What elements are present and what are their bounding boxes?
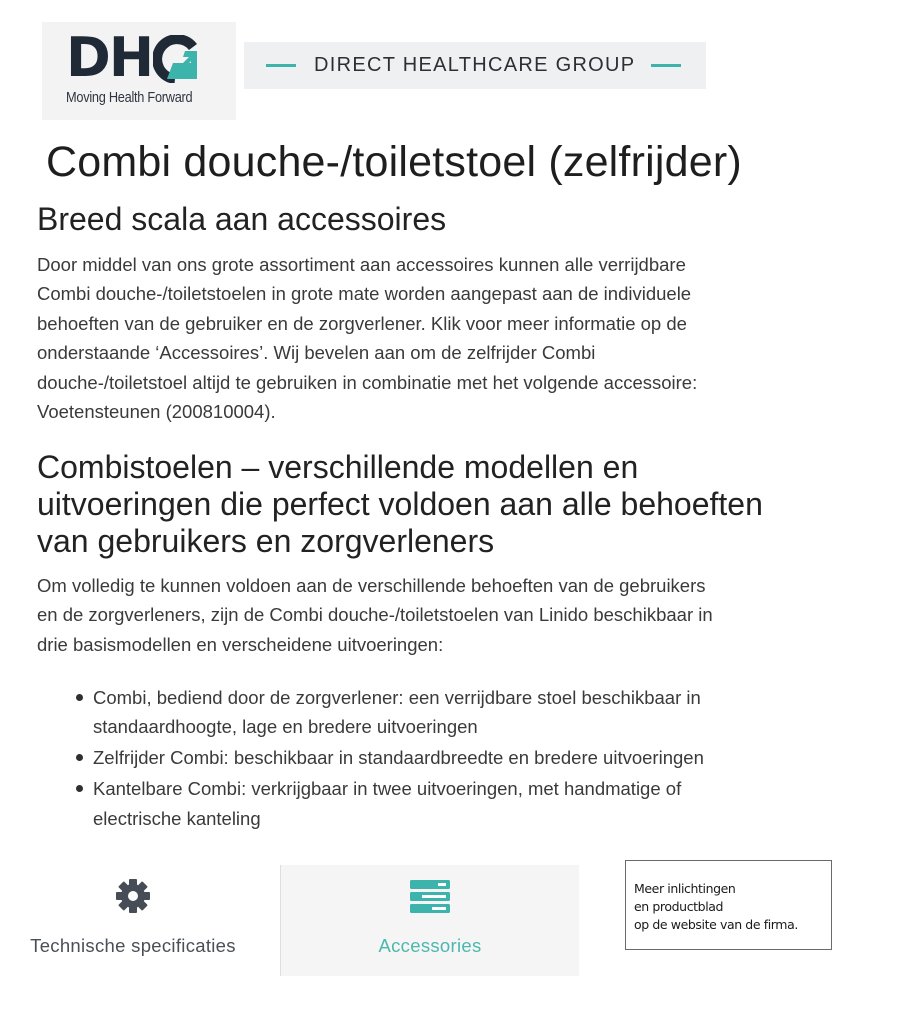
list-item	[73, 683, 813, 742]
list-item	[73, 743, 813, 772]
banner-dash-left	[266, 64, 296, 67]
dhg-logo[interactable]	[42, 22, 236, 120]
tab-label: Accessories	[378, 935, 482, 956]
page-title: Combi douche-/toiletstoel (zelfrijder)	[46, 138, 742, 186]
list-item-line: Kantelbare Combi: verkrijgbaar in twee uitvoeringen, met handmatige of	[93, 778, 682, 800]
tab-label: Technische specificaties	[30, 935, 236, 956]
paragraph-line: drie basismodellen en verscheidene uitvoeringen:	[37, 633, 444, 655]
section-paragraph-accessories	[37, 250, 807, 426]
more-info-note	[625, 860, 832, 950]
paragraph-line: Door middel van ons grote assortiment aan accessoires kunnen alle verrijdbare	[37, 254, 686, 275]
list-item-line: standaardhoogte, lage en bredere uitvoeringen	[93, 716, 478, 738]
list-item-line: Zelfrijder Combi: beschikbaar in standaardbreedte en bredere uitvoeringen	[93, 747, 704, 769]
banner-dash-right	[651, 64, 681, 67]
section-paragraph-models	[37, 571, 807, 659]
model-list	[73, 683, 813, 835]
paragraph-line: douche-/toiletstoel altijd te gebruiken in combinatie met het volgende accessoire:	[37, 371, 698, 393]
banner-text: DIRECT HEALTHCARE GROUP	[314, 54, 636, 76]
dhg-g-arrow-icon	[153, 35, 197, 83]
paragraph-line: Om volledig te kunnen voldoen aan de verschillende behoeften van de gebruikers	[37, 575, 706, 596]
bullet-icon	[76, 694, 83, 701]
info-line: Meer inlichtingen	[634, 881, 736, 896]
gear-icon	[115, 879, 151, 913]
logo-tagline: Moving Health Forward	[66, 90, 193, 106]
section-heading-accessories: Breed scala aan accessoires	[37, 201, 447, 237]
info-line: en productblad	[634, 899, 724, 914]
tab-accessories[interactable]	[280, 865, 579, 976]
paragraph-line: Combi douche-/toiletstoelen in grote mate worden aangepast aan de individuele	[37, 283, 692, 305]
list-item-line: electrische kanteling	[93, 807, 261, 829]
logo-letters-dh: DH	[66, 26, 153, 89]
paragraph-line: en de zorgverleners, zijn de Combi douche-/toiletstoelen van Linido beschikbaar in	[37, 604, 713, 626]
list-item-line: Combi, bediend door de zorgverlener: een verrijdbare stoel beschikbaar in	[93, 687, 701, 708]
paragraph-line: behoeften van de gebruiker en de zorgverlener. Klik voor meer informatie op de	[37, 312, 687, 334]
logo-wordmark	[66, 26, 197, 89]
list-item	[73, 774, 813, 833]
paragraph-line: onderstaande ‘Accessoires’. Wij bevelen aan om de zelfrijder Combi	[37, 342, 596, 364]
server-stack-icon	[410, 879, 450, 913]
bullet-icon	[76, 754, 83, 761]
tab-technical-specifications[interactable]	[14, 865, 252, 976]
bullet-icon	[76, 785, 83, 792]
paragraph-line: Voetensteunen (200810004).	[37, 401, 276, 423]
section-heading-models: Combistoelen – verschillende modellen en uitvoeringen die perfect voldoen aan alle behoeften van gebruikers en zorgverleners	[37, 449, 763, 559]
brand-banner	[244, 42, 706, 89]
info-line: op de website van de firma.	[634, 917, 798, 932]
